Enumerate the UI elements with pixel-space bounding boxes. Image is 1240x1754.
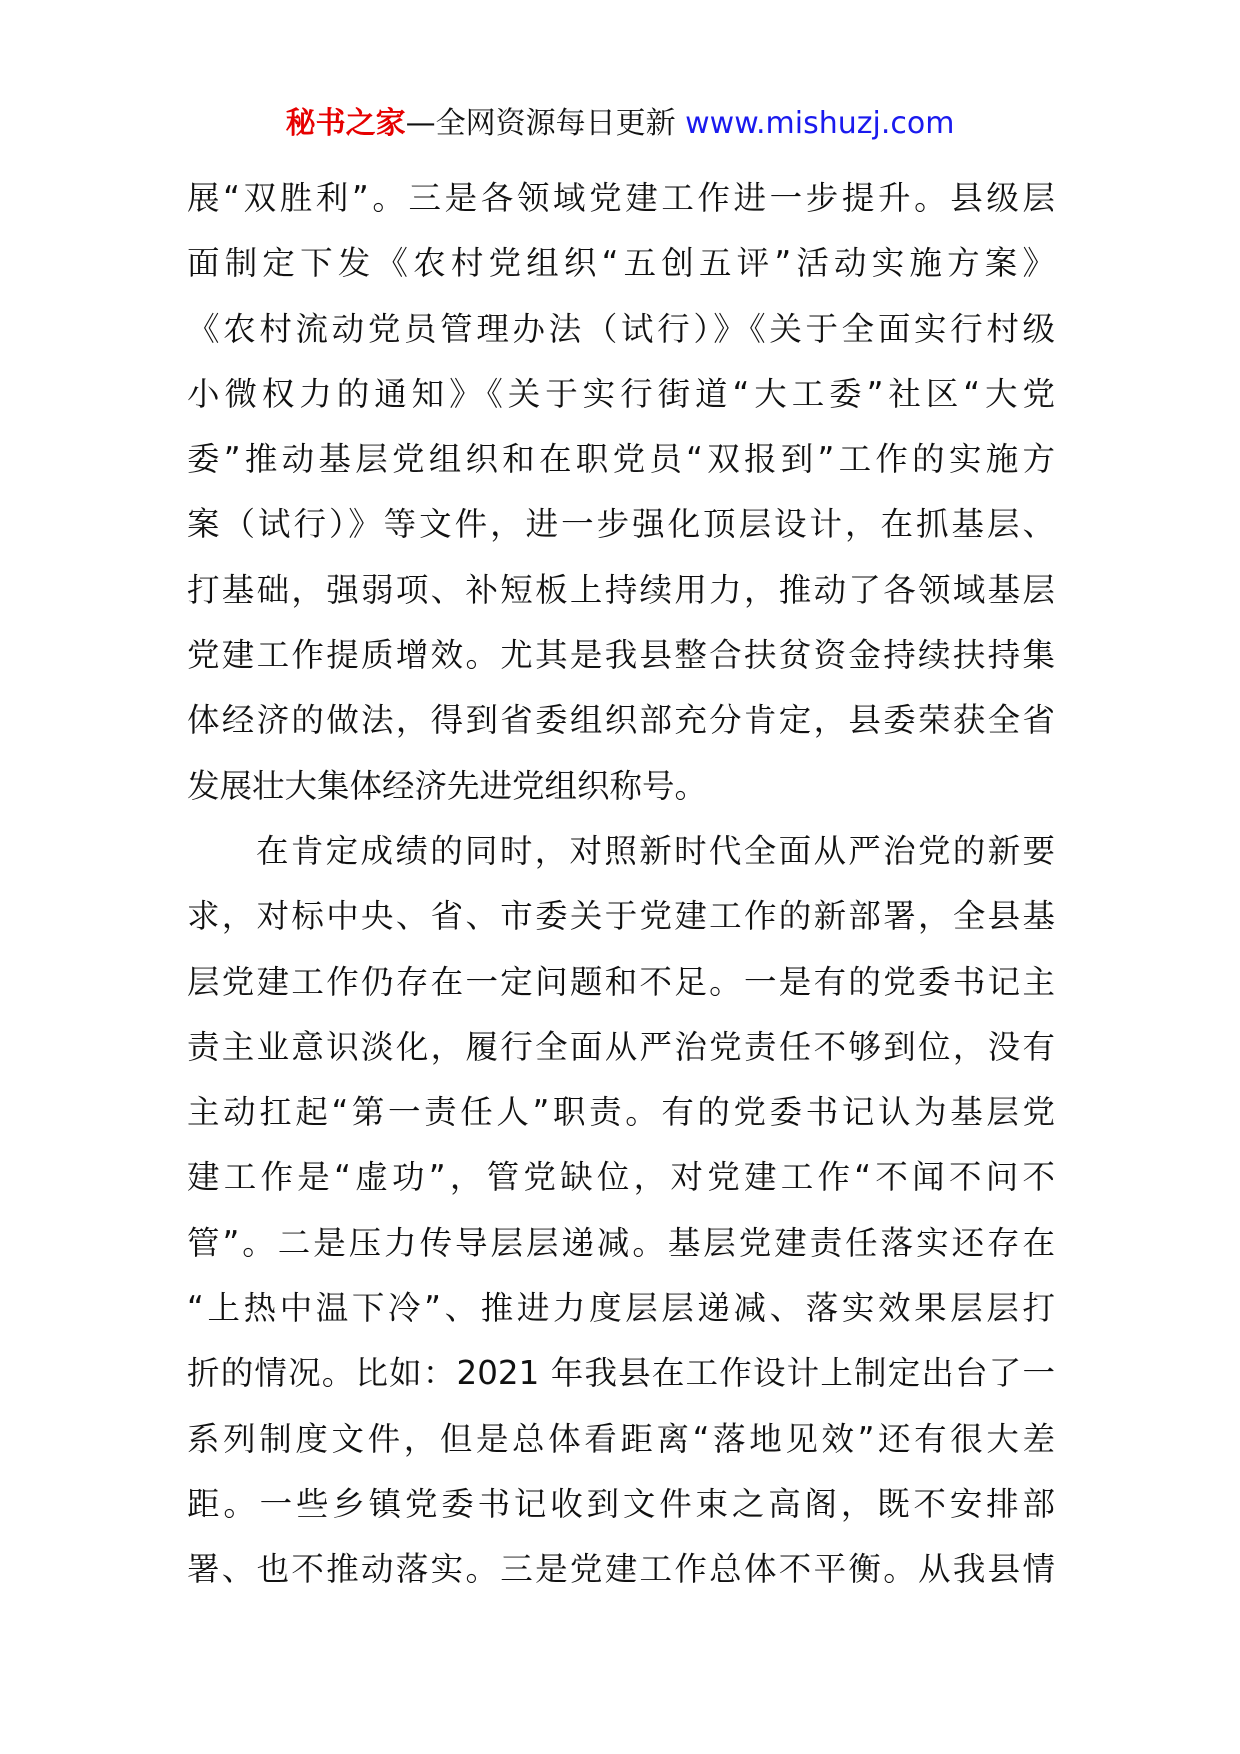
body-line: 折的情况。比如：2021 年我县在工作设计上制定出台了一 (187, 1354, 1055, 1393)
body-line: 建工作是“虚功”，管党缺位，对党建工作“不闻不问不 (187, 1158, 1055, 1197)
site-brand: 秘书之家 (285, 106, 406, 141)
body-line: 层党建工作仍存在一定问题和不足。一是有的党委书记主 (187, 962, 1055, 1001)
body-line: 小微权力的通知》《关于实行街道“大工委”社区“大党 (187, 374, 1055, 413)
body-line: 署、也不推动落实。三是党建工作总体不平衡。从我县情 (187, 1550, 1055, 1589)
document-body (187, 166, 1055, 1603)
body-line: 面制定下发《农村党组织“五创五评”活动实施方案》 (187, 244, 1055, 283)
body-line: 发展壮大集体经济先进党组织称号。 (187, 766, 708, 805)
site-url-link[interactable]: www.mishuzj.com (685, 106, 955, 141)
body-line: 管”。二是压力传导层层递减。基层党建责任落实还存在 (187, 1223, 1055, 1262)
page-header (0, 100, 1240, 148)
body-line: 打基础，强弱项、补短板上持续用力，推动了各领域基层 (187, 570, 1055, 609)
body-line: “上热中温下冷”、推进力度层层递减、落实效果层层打 (187, 1289, 1055, 1328)
body-line: 案（试行）》等文件，进一步强化顶层设计，在抓基层、 (187, 505, 1055, 544)
body-line: 求，对标中央、省、市委关于党建工作的新部署，全县基 (187, 897, 1055, 936)
body-line: 《农村流动党员管理办法（试行）》《关于全面实行村级 (187, 309, 1055, 348)
body-line: 委”推动基层党组织和在职党员“双报到”工作的实施方 (187, 440, 1055, 479)
site-tagline: —全网资源每日更新 (405, 106, 676, 141)
body-line: 体经济的做法，得到省委组织部充分肯定，县委荣获全省 (187, 701, 1055, 740)
body-line: 展“双胜利”。三是各领域党建工作进一步提升。县级层 (187, 179, 1055, 217)
body-line: 系列制度文件，但是总体看距离“落地见效”还有很大差 (187, 1419, 1055, 1458)
body-line: 主动扛起“第一责任人”职责。有的党委书记认为基层党 (187, 1093, 1055, 1132)
body-line: 党建工作提质增效。尤其是我县整合扶贫资金持续扶持集 (187, 636, 1055, 675)
body-line: 距。一些乡镇党委书记收到文件束之高阁，既不安排部 (187, 1484, 1055, 1523)
paragraph-start-line: 在肯定成绩的同时，对照新时代全面从严治党的新要 (256, 831, 1055, 870)
body-line: 责主业意识淡化，履行全面从严治党责任不够到位，没有 (187, 1027, 1055, 1066)
